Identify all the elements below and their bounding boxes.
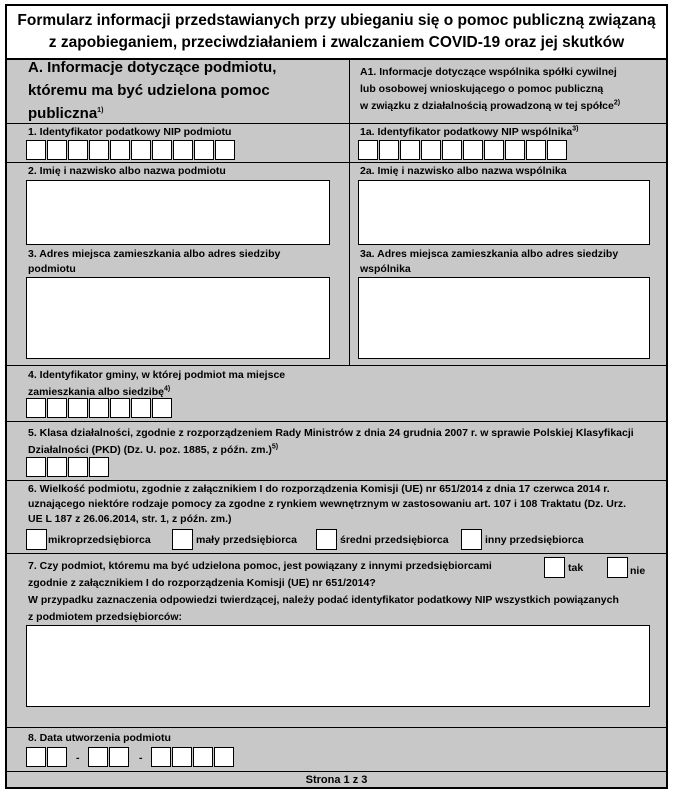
nip-cell[interactable] (526, 140, 546, 160)
linked-yes-label: tak (568, 562, 584, 574)
divider (5, 123, 668, 124)
nip-cell[interactable] (26, 140, 46, 160)
id-cell[interactable] (26, 398, 46, 418)
field-7-line3: W przypadku zaznaczenia odpowiedzi twierdzącej, należy podać identyfikator podatkowy NIP wszystkich powiązanych (28, 594, 619, 606)
divider (5, 365, 668, 366)
field-2a-label: 2a. Imię i nazwisko albo nazwa wspólnika (360, 165, 567, 177)
field-4-line2: zamieszkania albo siedzibę (28, 386, 164, 398)
nip-cell[interactable] (131, 140, 151, 160)
form-title-line1: Formularz informacji przedstawianych przy ubieganiu się o pomoc publiczną związaną (17, 12, 656, 29)
section-a-heading (28, 56, 328, 125)
nip-cell[interactable] (358, 140, 378, 160)
date-day-input[interactable] (26, 747, 68, 767)
field-7-label (28, 558, 619, 626)
form-title-bar (5, 4, 668, 60)
date-separator: - (139, 752, 143, 764)
linked-nip-list-input[interactable] (26, 625, 650, 707)
field-5-label (28, 425, 634, 459)
pkd-cell[interactable] (47, 457, 67, 477)
date-cell[interactable] (88, 747, 108, 767)
page-number: Strona 1 z 3 (305, 774, 368, 786)
footnote-ref: 1) (97, 107, 104, 114)
nip-cell[interactable] (505, 140, 525, 160)
divider (5, 162, 668, 163)
form-title-line2: z zapobieganiem, przeciwdziałaniem i zwalczaniem COVID-19 oraz jej skutków (48, 34, 625, 51)
date-cell[interactable] (193, 747, 213, 767)
field-6-line3: UE L 187 z 26.06.2014, str. 1, z późn. zm.) (28, 513, 232, 525)
field-6-line1: 6. Wielkość podmiotu, zgodnie z załącznikiem I do rozporządzenia Komisji (UE) nr 651/2014 z dnia 17 czerwca 2014 r. (28, 483, 610, 495)
field-4-label (28, 367, 285, 401)
date-cell[interactable] (47, 747, 67, 767)
medium-checkbox[interactable] (316, 529, 337, 550)
field-5-line2: Działalności (PKD) (Dz. U. poz. 1885, z późn. zm.) (28, 444, 272, 456)
date-cell[interactable] (26, 747, 46, 767)
field-1a-text: 1a. Identyfikator podatkowy NIP wspólnika (360, 126, 573, 138)
field-7-line2: zgodnie z załącznikiem I do rozporządzenia Komisji (UE) nr 651/2014? (28, 577, 376, 589)
field-3-line2: podmiotu (28, 263, 76, 275)
section-a1-heading-line3: w związku z działalnością prowadzoną w tej spółce (360, 100, 614, 112)
pkd-cell[interactable] (68, 457, 88, 477)
small-checkbox[interactable] (172, 529, 193, 550)
nip-cell[interactable] (110, 140, 130, 160)
nip-cell[interactable] (47, 140, 67, 160)
field-3a-line2: wspólnika (360, 263, 411, 275)
divider (5, 727, 668, 728)
nip-cell[interactable] (194, 140, 214, 160)
field-7-line1: 7. Czy podmiot, któremu ma być udzielona pomoc, jest powiązany z innymi przedsiębiorcami (28, 560, 492, 572)
date-year-input[interactable] (151, 747, 235, 767)
municipality-id-input[interactable] (26, 398, 173, 418)
field-6-line2: uznającego niektóre rodzaje pomocy za zgodne z rynkiem wewnętrznym w zastosowaniu art. 107 i 108 Traktatu (Dz. Urz. (28, 498, 627, 510)
nip-cell[interactable] (379, 140, 399, 160)
id-cell[interactable] (68, 398, 88, 418)
field-3-label (28, 247, 280, 277)
column-divider (349, 60, 350, 365)
section-a-heading-line1: A. Informacje dotyczące podmiotu, (28, 59, 277, 76)
divider (5, 480, 668, 481)
footnote-ref: 4) (163, 385, 171, 393)
partner-address-input[interactable] (358, 277, 650, 359)
date-cell[interactable] (172, 747, 192, 767)
nip-cell[interactable] (484, 140, 504, 160)
divider (5, 421, 668, 422)
nip-cell[interactable] (173, 140, 193, 160)
field-4-line1: 4. Identyfikator gminy, w której podmiot ma miejsce (28, 369, 286, 381)
section-a1-heading-line2: lub osobowej wnioskującego o pomoc publiczną (360, 83, 604, 95)
nip-cell[interactable] (68, 140, 88, 160)
field-3a-line1: 3a. Adres miejsca zamieszkania albo adres siedziby (360, 248, 619, 260)
nip-cell[interactable] (89, 140, 109, 160)
form-title (7, 10, 666, 54)
section-a-heading-line2: któremu ma być udzielona pomoc (28, 82, 270, 99)
date-month-input[interactable] (88, 747, 130, 767)
section-a-heading-line3: publiczna (28, 105, 98, 122)
partner-name-input[interactable] (358, 180, 650, 245)
date-cell[interactable] (151, 747, 171, 767)
footnote-ref: 5) (271, 443, 279, 451)
entity-address-input[interactable] (26, 277, 330, 359)
id-cell[interactable] (110, 398, 130, 418)
nip-cell[interactable] (442, 140, 462, 160)
other-checkbox[interactable] (461, 529, 482, 550)
partner-nip-input[interactable] (358, 140, 568, 160)
linked-yes-checkbox[interactable] (544, 557, 565, 578)
date-cell[interactable] (214, 747, 234, 767)
nip-cell[interactable] (421, 140, 441, 160)
nip-cell[interactable] (400, 140, 420, 160)
nip-input[interactable] (26, 140, 236, 160)
page-footer (5, 771, 668, 790)
other-label: inny przedsiębiorca (485, 534, 584, 546)
field-8-label: 8. Data utworzenia podmiotu (28, 732, 171, 744)
section-a1-heading (360, 64, 660, 115)
nip-cell[interactable] (152, 140, 172, 160)
entity-name-input[interactable] (26, 180, 330, 245)
id-cell[interactable] (89, 398, 109, 418)
divider (5, 553, 668, 554)
date-cell[interactable] (109, 747, 129, 767)
field-3a-label (360, 247, 618, 277)
linked-no-checkbox[interactable] (607, 557, 628, 578)
field-2-label: 2. Imię i nazwisko albo nazwa podmiotu (28, 165, 226, 177)
id-cell[interactable] (131, 398, 151, 418)
nip-cell[interactable] (463, 140, 483, 160)
field-3-line1: 3. Adres miejsca zamieszkania albo adres siedziby (28, 248, 281, 260)
field-1a-label (360, 125, 578, 140)
date-separator: - (76, 752, 80, 764)
section-a1-heading-line1: A1. Informacje dotyczące wspólnika spółki cywilnej (360, 66, 617, 78)
small-label: mały przedsiębiorca (196, 534, 297, 546)
pkd-cell[interactable] (26, 457, 46, 477)
id-cell[interactable] (47, 398, 67, 418)
pkd-input[interactable] (26, 457, 110, 477)
pkd-cell[interactable] (89, 457, 109, 477)
field-7-line4: z podmiotem przedsiębiorców: (28, 611, 183, 623)
micro-label: mikroprzedsiębiorca (48, 534, 151, 546)
field-5-line1: 5. Klasa działalności, zgodnie z rozporządzeniem Rady Ministrów z dnia 24 grudnia 2007 r. w sprawie Polskiej Klasyfikacji (28, 427, 634, 439)
nip-cell[interactable] (215, 140, 235, 160)
linked-no-label: nie (630, 565, 646, 577)
medium-label: średni przedsiębiorca (340, 534, 449, 546)
id-cell[interactable] (152, 398, 172, 418)
nip-cell[interactable] (547, 140, 567, 160)
micro-checkbox[interactable] (26, 529, 47, 550)
footnote-ref: 2) (613, 99, 621, 107)
field-6-label (28, 482, 626, 527)
field-1-label: 1. Identyfikator podatkowy NIP podmiotu (28, 126, 232, 138)
footnote-ref: 3) (572, 125, 579, 133)
